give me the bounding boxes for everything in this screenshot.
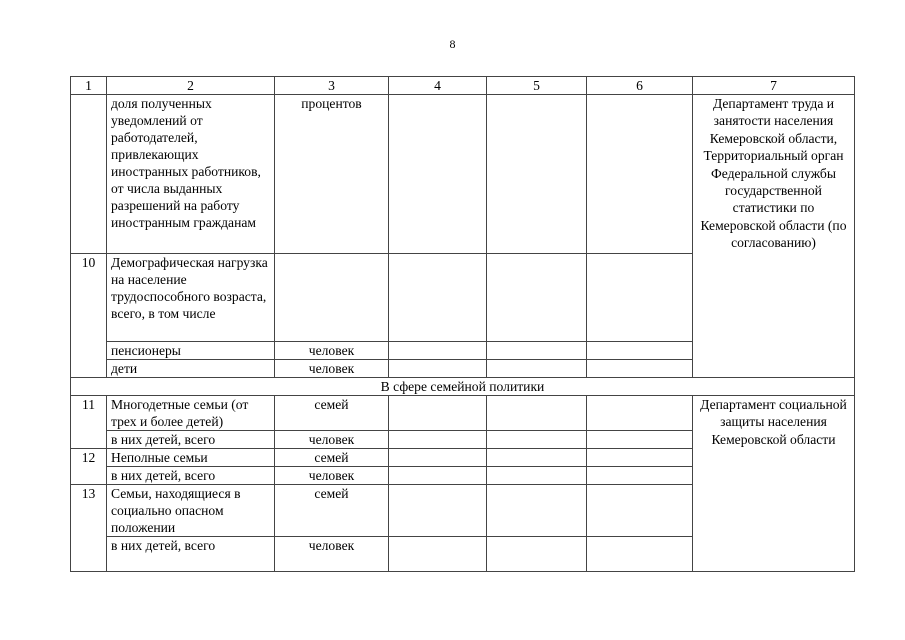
header-cell: 5 xyxy=(487,77,587,95)
unit-cell: семей xyxy=(275,396,389,431)
header-cell: 1 xyxy=(71,77,107,95)
row-number: 11 xyxy=(71,396,107,449)
unit-cell: человек xyxy=(275,431,389,449)
indicator-label: доля полученных уведомлений от работодателей, привлекающих иностранных работников, от числа выданных разрешений на работу иностранным гражданам xyxy=(107,95,275,254)
unit-cell: человек xyxy=(275,537,389,572)
indicator-label: в них детей, всего xyxy=(107,537,275,572)
value-cell xyxy=(587,254,693,342)
value-cell xyxy=(587,467,693,485)
indicator-label: пенсионеры xyxy=(107,342,275,360)
value-cell xyxy=(487,396,587,431)
row-number: 13 xyxy=(71,485,107,572)
header-cell: 2 xyxy=(107,77,275,95)
value-cell xyxy=(389,485,487,537)
value-cell xyxy=(487,485,587,537)
indicator-label: Неполные семьи xyxy=(107,449,275,467)
value-cell xyxy=(487,431,587,449)
indicator-label: Демографическая нагрузка на население трудоспособного возраста, всего, в том числе xyxy=(107,254,275,342)
value-cell xyxy=(389,431,487,449)
section-row xyxy=(71,378,855,396)
value-cell xyxy=(389,342,487,360)
value-cell xyxy=(487,360,587,378)
section-heading: В сфере семейной политики xyxy=(71,378,855,396)
value-cell xyxy=(587,360,693,378)
page-number: 8 xyxy=(449,37,456,51)
value-cell xyxy=(587,95,693,254)
unit-cell: семей xyxy=(275,449,389,467)
unit-cell: человек xyxy=(275,467,389,485)
value-cell xyxy=(587,485,693,537)
responsible-department: Департамент социальной защиты населения Кемеровской области xyxy=(693,396,855,572)
value-cell xyxy=(389,449,487,467)
value-cell xyxy=(487,342,587,360)
row-number: 12 xyxy=(71,449,107,485)
unit-cell: семей xyxy=(275,485,389,537)
value-cell xyxy=(487,95,587,254)
responsible-department: Департамент труда и занятости населения Кемеровской области, Территориальный орган Федеральной службы государственной статистики по Кемеровской области (по согласованию) xyxy=(693,95,855,378)
value-cell xyxy=(487,467,587,485)
value-cell xyxy=(587,342,693,360)
indicator-label: в них детей, всего xyxy=(107,467,275,485)
indicator-label: в них детей, всего xyxy=(107,431,275,449)
value-cell xyxy=(389,537,487,572)
value-cell xyxy=(587,449,693,467)
header-row xyxy=(71,77,855,95)
value-cell xyxy=(487,254,587,342)
value-cell xyxy=(487,537,587,572)
value-cell xyxy=(587,396,693,431)
value-cell xyxy=(587,431,693,449)
indicator-label: Многодетные семьи (от трех и более детей) xyxy=(107,396,275,431)
unit-cell: человек xyxy=(275,342,389,360)
indicator-label: дети xyxy=(107,360,275,378)
unit-cell: человек xyxy=(275,360,389,378)
unit-cell: процентов xyxy=(275,95,389,254)
row-number xyxy=(71,95,107,254)
value-cell xyxy=(389,360,487,378)
value-cell xyxy=(587,537,693,572)
value-cell xyxy=(389,254,487,342)
value-cell xyxy=(389,467,487,485)
header-cell: 4 xyxy=(389,77,487,95)
header-cell: 7 xyxy=(693,77,855,95)
header-cell: 3 xyxy=(275,77,389,95)
unit-cell xyxy=(275,254,389,342)
indicator-label: Семьи, находящиеся в социально опасном положении xyxy=(107,485,275,537)
value-cell xyxy=(389,95,487,254)
row-number: 10 xyxy=(71,254,107,378)
value-cell xyxy=(487,449,587,467)
statistics-table xyxy=(70,76,855,572)
table-row xyxy=(71,396,855,431)
table-row xyxy=(71,95,855,254)
header-cell: 6 xyxy=(587,77,693,95)
value-cell xyxy=(389,396,487,431)
